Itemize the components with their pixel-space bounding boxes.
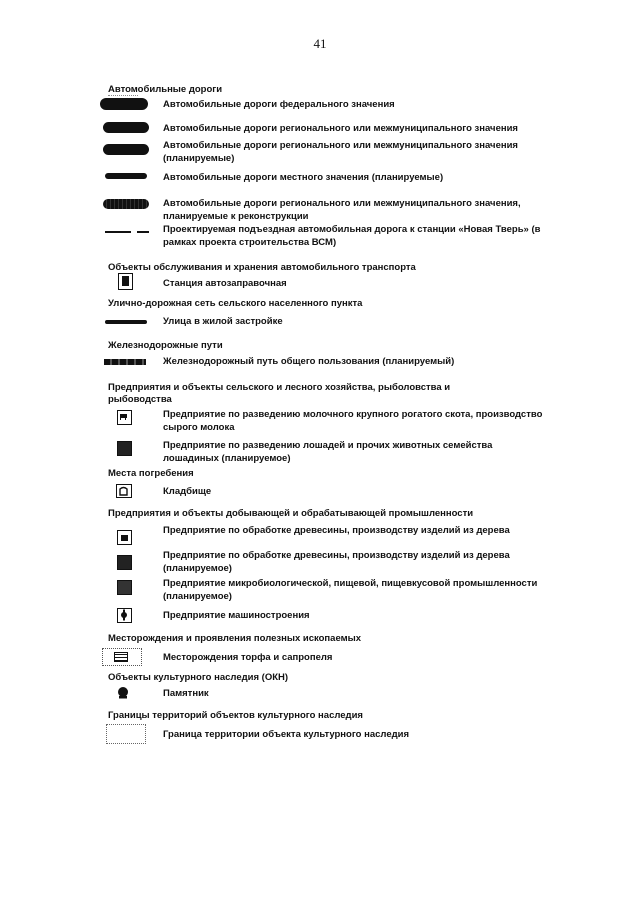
federal-road-symbol <box>100 98 148 110</box>
machine-building-icon <box>117 608 132 623</box>
section-heading-deposits: Месторождения и проявления полезных ископаемых <box>108 633 362 644</box>
legend-label-federal-road: Автомобильные дороги федерального значения <box>163 99 395 110</box>
section-heading-burial: Места погребения <box>108 468 194 479</box>
page-number: 41 <box>313 36 327 51</box>
legend-label-residential-street: Улица в жилой застройке <box>163 316 283 327</box>
section-heading-heritage: Объекты культурного наследия (ОКН) <box>108 672 289 683</box>
legend-label-heritage-boundary: Граница территории объекта культурного наследия <box>163 729 410 740</box>
legend-label-food-industry: Предприятие микробиологической, пищевой, пищевкусовой промышленности (планируемое) <box>163 578 538 602</box>
local-road-planned-symbol <box>105 173 147 179</box>
section-heading-service: Объекты обслуживания и хранения автомобильного транспорта <box>108 262 416 273</box>
section-heading-agriculture: Предприятия и объекты сельского и лесного хозяйства, рыболовства и рыбоводства <box>108 382 451 405</box>
projected-access-road-symbol <box>105 229 149 235</box>
legend-label-monument: Памятник <box>163 688 209 699</box>
section-heading-rail: Железнодорожные пути <box>108 340 223 351</box>
section-heading-roads: Автомобильные дороги <box>108 84 223 95</box>
heritage-boundary-symbol <box>106 724 146 744</box>
legend-label-horse-breeding: Предприятие по разведению лошадей и прочих животных семейства лошадиных (планируемое) <box>163 440 493 464</box>
regional-road-reconstruction-symbol <box>103 199 149 209</box>
residential-street-symbol <box>105 320 147 324</box>
woodworking-planned-icon <box>117 555 132 570</box>
horse-breeding-planned-icon <box>117 441 132 456</box>
legend-label-woodworking-planned: Предприятие по обработке древесины, производству изделий из дерева (планируемое) <box>163 550 510 574</box>
section-heading-heritage-bounds: Границы территорий объектов культурного наследия <box>108 710 363 721</box>
monument-icon <box>116 686 130 699</box>
legend-label-dairy-cattle: Предприятие по разведению молочного крупного рогатого скота, производство сырого молока <box>163 409 543 433</box>
fuel-station-icon <box>118 273 133 290</box>
dairy-cattle-icon <box>117 410 132 425</box>
cemetery-icon <box>116 484 132 498</box>
legend-label-local-road-planned: Автомобильные дороги местного значения (планируемые) <box>163 172 444 183</box>
legend-label-fuel-station: Станция автозаправочная <box>163 278 287 289</box>
legend-label-regional-road-planned: Автомобильные дороги регионального или межмуниципального значения (планируемые) <box>163 140 518 164</box>
legend-label-regional-road: Автомобильные дороги регионального или межмуниципального значения <box>163 123 518 134</box>
regional-road-symbol <box>103 122 149 133</box>
legend-label-railway-planned: Железнодорожный путь общего пользования (планируемый) <box>163 356 455 367</box>
legend-label-regional-road-reconstruction: Автомобильные дороги регионального или межмуниципального значения, планируемые к реконструкции <box>163 198 521 222</box>
peat-deposit-symbol <box>102 648 142 666</box>
railway-planned-symbol <box>104 359 146 365</box>
heading-underline <box>108 95 138 96</box>
regional-road-planned-symbol <box>103 144 149 155</box>
legend-label-machine-building: Предприятие машиностроения <box>163 610 310 621</box>
legend-label-woodworking: Предприятие по обработке древесины, производству изделий из дерева <box>163 525 510 536</box>
section-heading-street: Улично-дорожная сеть сельского населенного пункта <box>108 298 363 309</box>
section-heading-industry: Предприятия и объекты добывающей и обрабатывающей промышленности <box>108 508 474 519</box>
legend-label-peat-deposit: Месторождения торфа и сапропеля <box>163 652 333 663</box>
legend-label-projected-access-road: Проектируемая подъездная автомобильная дорога к станции «Новая Тверь» (в рамках проекта строительства ВСМ) <box>163 224 541 248</box>
food-industry-planned-icon <box>117 580 132 595</box>
legend-label-cemetery: Кладбище <box>163 486 212 497</box>
woodworking-icon <box>117 530 132 545</box>
